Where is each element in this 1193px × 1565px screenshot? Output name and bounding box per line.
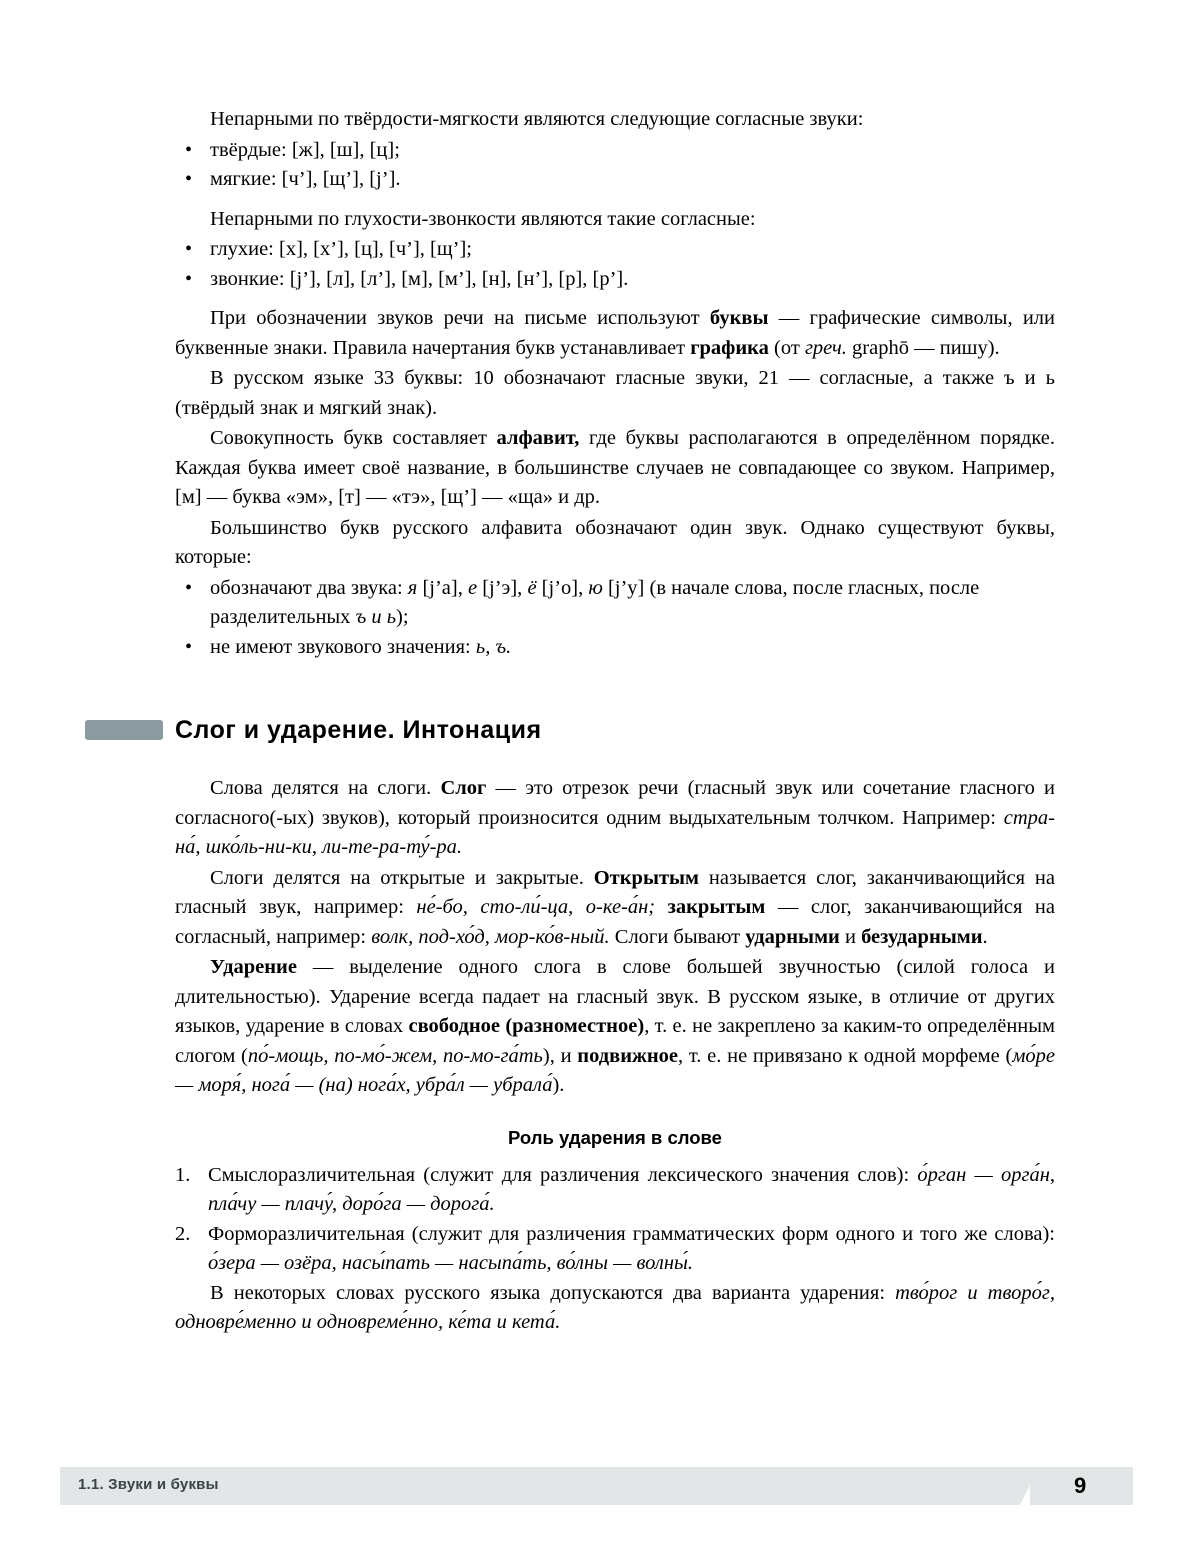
text-run: называется слог, заканчивающийся на гласный звук, например: <box>175 866 1056 918</box>
numbered-list-stress-roles <box>175 1161 1055 1279</box>
section-heading <box>175 714 1055 748</box>
paragraph-stress-variants <box>175 1279 1055 1338</box>
paragraph-letters-definition <box>175 304 1055 363</box>
text-run: Форморазличительная (служит для различения грамматических форм одного и того же слова): <box>208 1222 1055 1245</box>
page-number: 9 <box>1074 1473 1087 1498</box>
example-open-syllables: не́-бо, сто-ли́-ца, о-ке-а́н; <box>416 896 656 918</box>
letter-yo: ё <box>527 576 537 599</box>
paragraph-open-closed <box>175 864 1055 953</box>
paragraph-most-letters: Большинство букв русского алфавита обозначают один звук. Однако существуют буквы, которые: <box>175 516 1055 568</box>
term-udarenie: Ударение <box>210 956 297 978</box>
paragraph-stress-definition <box>175 953 1055 1101</box>
paragraph-unpaired-hardsoft: Непарными по твёрдости-мягкости являются следующие согласные звуки: <box>210 108 864 130</box>
list-item <box>175 574 1055 633</box>
term-svobodnoe: свободное (разноместное) <box>408 1015 645 1037</box>
letter-yu: ю <box>588 576 603 599</box>
term-podvizhnoe: подвижное <box>577 1044 679 1067</box>
example-closed-syllables: волк, под-хо́д, мор-ко́в-ный. <box>371 925 610 948</box>
text-run: . <box>982 925 988 948</box>
term-zakrytym: закрытым <box>667 896 766 918</box>
text-run: не имеют звукового значения: <box>210 635 476 658</box>
term-bukvy: буквы <box>709 307 769 329</box>
example-variants: тво́рог и творо́г, одновре́менно и одновреме́нно, ке́та и кета́. <box>175 1281 1055 1333</box>
letters-signs: ь, ъ. <box>475 635 512 658</box>
text-run: — это отрезок речи (гласный звук или сочетание гласного и согласного(-ых) звуков), который произносится одним выдыхательным толчком. Например: <box>175 777 1055 829</box>
list-item <box>175 633 1055 663</box>
paragraph-unpaired-voiced: Непарными по глухости-звонкости являются такие согласные: <box>210 207 756 230</box>
page-content <box>175 105 1055 1339</box>
text-run: [j’у] (в начале слова, после гласных, после разделительных <box>210 576 980 628</box>
bullet-list-voiced <box>175 235 1055 294</box>
example-semantic: о́рган — орга́н, пла́чу — плачу́, доро́га — дорога́. <box>208 1163 1055 1215</box>
example-fixed-stress: по́-мощь, по-мо́-жем, по-мо-га́ть <box>247 1044 543 1067</box>
paragraph-33-letters: В русском языке 33 буквы: 10 обозначают гласные звуки, 21 — согласные, а также ъ и ь (твёрдый знак и мягкий знак). <box>175 367 1055 419</box>
term-otkrytym: Открытым <box>593 866 700 889</box>
paragraph-alphabet <box>175 424 1055 513</box>
section-title: Слог и ударение. Интонация <box>175 716 542 744</box>
text-run: — выделение одного слога в слове большей звучностью (силой голоса и длительностью). Ударение всегда падает на гласный звук. В русском языке, в отличие от других языков, ударение в словах <box>175 956 1055 1037</box>
term-grafika: графика <box>690 336 769 359</box>
subheading-role-of-stress: Роль ударения в слове <box>508 1126 722 1148</box>
text-run: обозначают два звука: <box>210 576 408 599</box>
text-run: , т. е. не привязано к одной морфеме ( <box>678 1044 1013 1067</box>
text-run: Совокупность букв составляет <box>210 427 497 449</box>
text-run: graphō — пишу). <box>846 336 1000 359</box>
example-formal: о́зера — озёра, насы́пать — насыпа́ть, во́лны — волны́. <box>208 1252 694 1274</box>
paragraph-syllable-definition <box>175 774 1055 863</box>
bullet-list-two-sounds <box>175 574 1055 663</box>
list-item: • мягкие: [ч’], [щ’], [j’]. <box>175 165 1055 195</box>
letters-hard-soft-sign: ъ и ь <box>355 606 397 628</box>
list-item: • глухие: [х], [х’], [ц], [ч’], [щ’]; <box>175 235 1055 265</box>
text-run: Смыслоразличительная (служит для различения лексического значения слов): <box>208 1163 918 1186</box>
text-run: (от <box>768 336 805 359</box>
text-run: и <box>839 925 862 948</box>
text-run: При обозначении звуков речи на письме используют <box>210 307 710 329</box>
page-footer <box>0 1467 1193 1505</box>
text-run: В некоторых словах русского языка допускаются два варианта ударения: <box>210 1281 896 1304</box>
text-run: Слоги бывают <box>609 925 746 948</box>
example-syllables: стра-на́, шко́ль-ни-ки, ли-те-ра-ту́-ра. <box>175 806 1055 858</box>
text-run: , т. е. не закреплено за каким-то определённым слогом ( <box>175 1015 1056 1067</box>
greek-abbrev: греч. <box>804 336 847 359</box>
bullet-list-hardsoft <box>175 136 1055 195</box>
text-run: где буквы располагаются в определённом порядке. Каждая буква имеет своё название, в большинстве случаев не совпадающее со звуком. Например, [м] — буква «эм», [т] — «тэ», [щ’] — «ща» и др. <box>175 427 1056 508</box>
list-item <box>175 1161 1055 1220</box>
text-run: — графические символы, или буквенные знаки. Правила начертания букв устанавливает <box>175 307 1056 359</box>
text-run: — слог, заканчивающийся на согласный, например: <box>175 896 1055 948</box>
term-alfavit: алфавит, <box>496 427 580 449</box>
text-run: ); <box>396 606 409 628</box>
term-slog: Слог <box>440 777 487 799</box>
section-marker-bar <box>85 720 163 740</box>
list-item <box>175 1220 1055 1279</box>
letter-e: е <box>467 576 478 599</box>
list-item: • звонкие: [j’], [л], [л’], [м], [м’], [н], [н’], [р], [р’]. <box>175 265 1055 295</box>
text-run: [j’а], <box>417 576 468 599</box>
footer-chapter-label: 1.1. Звуки и буквы <box>78 1476 219 1493</box>
list-item: • твёрдые: [ж], [ш], [ц]; <box>175 136 1055 166</box>
text-run: [j’о], <box>536 576 589 599</box>
text-run <box>655 896 668 918</box>
example-movable-stress: мо́ре — моря́, нога́ — (на) нога́х, убра́л — убрала́ <box>175 1044 1055 1096</box>
term-udarnymi: ударными <box>745 925 840 948</box>
letter-ya: я <box>407 576 418 599</box>
text-run: [j’э], <box>477 576 528 599</box>
text-run: ). <box>552 1074 565 1096</box>
text-run: Слоги делятся на открытые и закрытые. <box>210 866 594 889</box>
text-run: Слова делятся на слоги. <box>210 777 441 799</box>
text-run: ), и <box>542 1044 578 1067</box>
term-bezudarnymi: безударными <box>861 925 983 948</box>
